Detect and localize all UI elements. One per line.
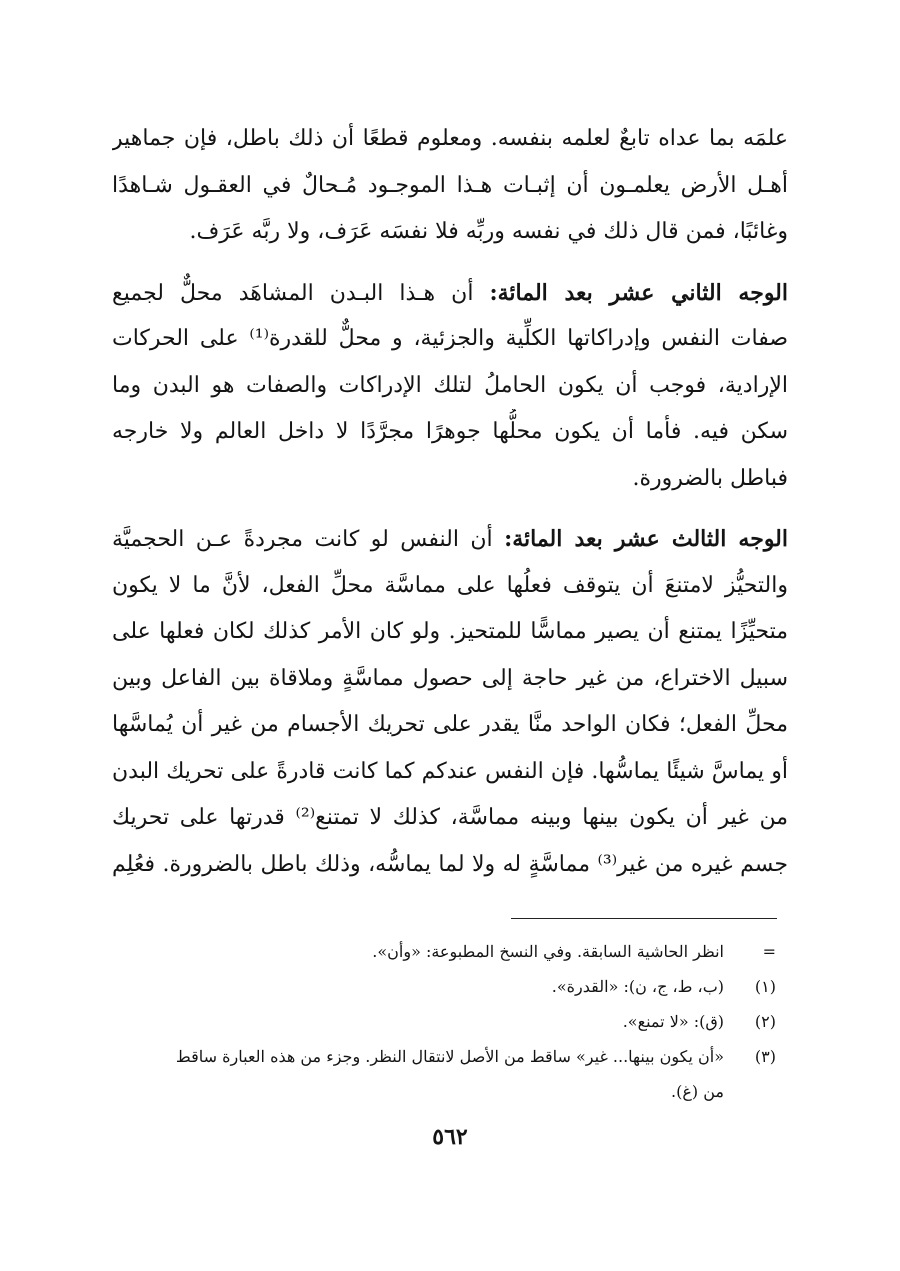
footnote-continuation: من (غ). — [671, 1082, 724, 1101]
text-line: والتحيُّز لامتنعَ أن يتوقف فعلُها على مماسَّة محلِّ الفعل، لأنَّ ما لا يكون — [112, 572, 788, 598]
text-segment: أن هـذا البـدن المشاهَد محلٌّ لجميع — [112, 280, 474, 306]
text-line: محلِّ الفعل؛ فكان الواحد منَّا يقدر على تحريك الأجسام من غير أن يُماسَّها — [112, 712, 788, 737]
footnote-2 — [112, 1004, 776, 1039]
text-line: وغائبًا، فمن قال ذلك في نفسه وربِّه فلا نفسَه عَرَف، ولا ربَّه عَرَف. — [189, 219, 788, 244]
text-line: فباطل بالضرورة. — [632, 465, 788, 491]
paragraph-heading: الوجه الثالث عشر بعد المائة: — [504, 526, 788, 552]
text-line: الإرادية، فوجب أن يكون الحاملُ لتلك الإدراكات والصفات هو البدن وما — [112, 372, 788, 398]
footnote-mark: = — [762, 942, 776, 961]
paragraph-heading: الوجه الثاني عشر بعد المائة: — [489, 279, 788, 306]
footnote-text: (ب، ط، ج، ن): «القدرة». — [551, 977, 724, 996]
footnote-1 — [112, 969, 776, 1004]
footnote-text: «أن يكون بينها... غير» ساقط من الأصل لانتقال النظر. وجزء من هذه العبارة ساقط — [175, 1047, 724, 1066]
paragraph-heading-line — [112, 270, 788, 317]
text-line: متحيِّزًا يمتنع أن يصير مماسًّا للمتحيز. ولو كان الأمر كذلك لكان فعلها على — [112, 619, 788, 644]
text-segment: أن النفس لو كانت مجردةً عـن الحجميَّة — [112, 527, 493, 552]
text-line: أو يماسَّ شيئًا يماسُّها. فإن النفس عندكم كما كانت قادرةً على تحريك البدن — [112, 758, 788, 784]
paragraph-heading-line — [112, 516, 788, 563]
text-line: صفات النفس وإدراكاتها الكلِّية والجزئية، و محلٌّ للقدرة⁽¹⁾ على الحركات — [112, 326, 788, 351]
footnote-mark: (٣) — [754, 1047, 776, 1066]
text-line: علمَه بما عداه تابعٌ لعلمه بنفسه. ومعلوم قطعًا أن ذلك باطل، فإن جماهير — [112, 126, 788, 151]
text-line: سكن فيه. فأما أن يكون محلُّها جوهرًا مجرَّدًا لا داخل العالم ولا خارجه — [112, 419, 788, 444]
text-line: من غير أن يكون بينها وبينه مماسَّة، كذلك لا تمتنع⁽²⁾ قدرتها على تحريك — [112, 805, 788, 830]
main-text — [112, 116, 788, 888]
footnote-mark: (٢) — [754, 1012, 776, 1031]
text-line: جسم غيره من غير⁽³⁾ مماسَّةٍ له ولا لما يماسُّه، وذلك باطل بالضرورة. فعُلِم — [112, 851, 788, 877]
footnote-mark: (١) — [754, 977, 776, 996]
footnote-divider — [511, 918, 777, 919]
text-line: سبيل الاختراع، من غير حاجة إلى حصول مماسَّةٍ وملاقاة بين الفاعل وبين — [112, 665, 788, 691]
page-number: ٥٦٢ — [432, 1124, 468, 1150]
footnote-continued — [112, 934, 776, 969]
footnote-3 — [112, 1039, 776, 1074]
footnote-text: انظر الحاشية السابقة. وفي النسخ المطبوعة: «وأن». — [372, 942, 724, 961]
text-line: أهـل الأرض يعلمـون أن إثبـات هـذا الموجـود مُـحالٌ في العقـول شـاهدًا — [112, 172, 788, 198]
footnotes — [112, 934, 776, 1109]
footnote-text: (ق): «لا تمنع». — [622, 1012, 724, 1031]
